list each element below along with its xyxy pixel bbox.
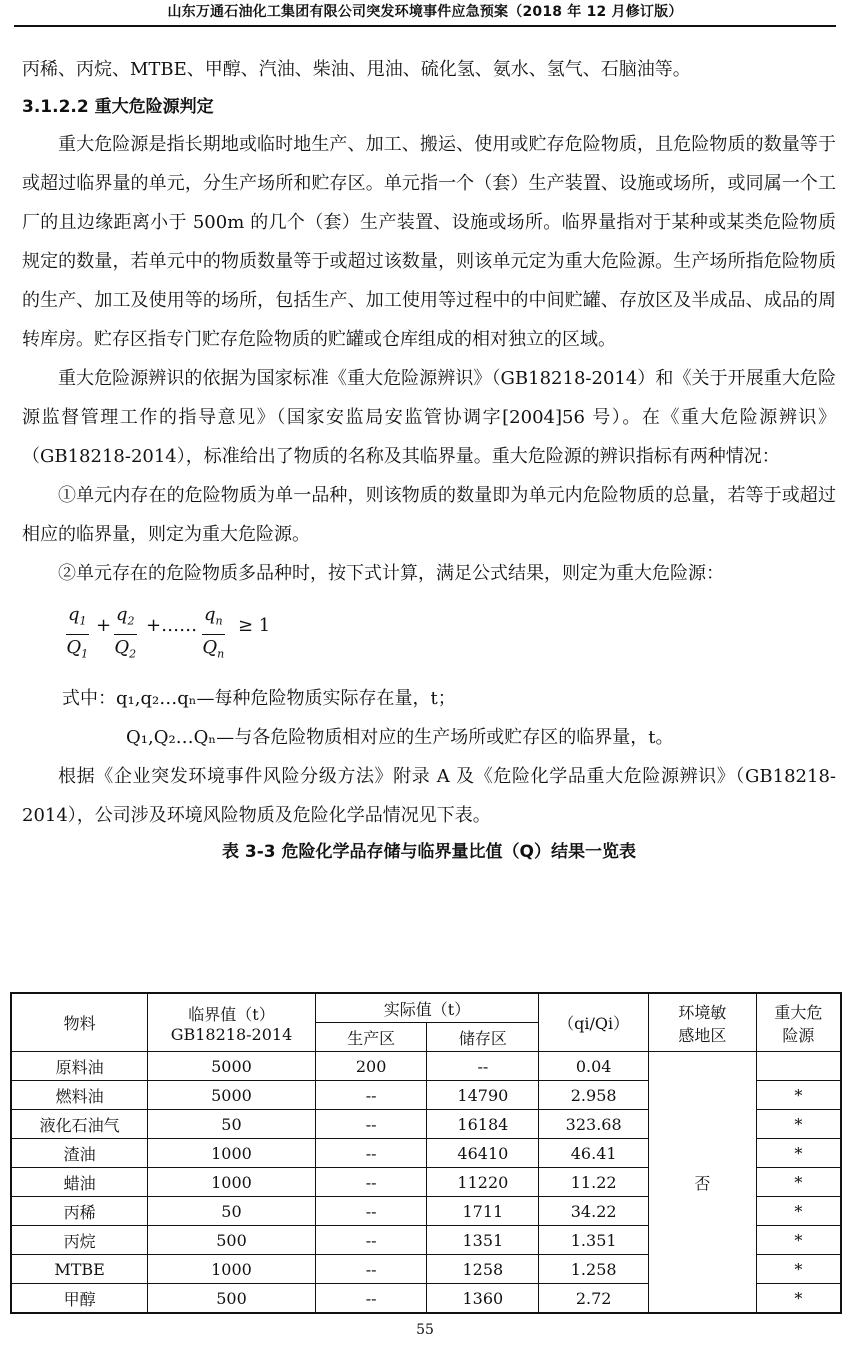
cell-ratio: 2.72	[539, 1284, 649, 1314]
where-q: 式中：q₁,q₂…qₙ—每种危险物质实际存在量，t；	[62, 688, 456, 709]
cell-ratio: 1.258	[539, 1255, 649, 1284]
paragraph-table-intro: 根据《企业突发环境事件风险分级方法》附录 A 及《危险化学品重大危险源辨识》（GB18218-2014），公司涉及环境风险物质及危险化学品情况见下表。	[22, 766, 836, 826]
page-number: 55	[416, 1322, 434, 1338]
cell-material: 丙烷	[11, 1226, 148, 1255]
table-header-row-1	[11, 993, 841, 1023]
cell-production: --	[315, 1139, 427, 1168]
cell-major: *	[756, 1197, 841, 1226]
cell-threshold: 1000	[148, 1255, 316, 1284]
cell-production: --	[315, 1284, 427, 1314]
cell-ratio: 0.04	[539, 1052, 649, 1081]
hazard-table	[10, 992, 842, 1314]
cell-production: --	[315, 1226, 427, 1255]
header-rule	[14, 25, 836, 27]
cell-major: *	[756, 1168, 841, 1197]
cell-storage: --	[427, 1052, 539, 1081]
cell-material: 甲醇	[11, 1284, 148, 1314]
col-ratio: （qi/Qi）	[539, 993, 649, 1052]
col-major: 重大危 险源	[756, 993, 841, 1052]
case-single: ①单元内存在的危险物质为单一品种，则该物质的数量即为单元内危险物质的总量，若等于或超过相应的临界量，则定为重大危险源。	[22, 485, 836, 545]
where-Q: Q₁,Q₂…Qₙ—与各危险物质相对应的生产场所或贮存区的临界量，t。	[126, 727, 674, 748]
col-sensitive: 环境敏 感地区	[649, 993, 757, 1052]
intro-line: 丙稀、丙烷、MTBE、甲醇、汽油、柴油、甩油、硫化氢、氨水、氢气、石脑油等。	[22, 59, 691, 80]
cell-material: 液化石油气	[11, 1110, 148, 1139]
cell-production: --	[315, 1110, 427, 1139]
page-header: 山东万通石油化工集团有限公司突发环境事件应急预案（2018 年 12 月修订版）	[167, 4, 683, 20]
cell-major: *	[756, 1226, 841, 1255]
table-row	[11, 1052, 841, 1081]
cell-storage: 16184	[427, 1110, 539, 1139]
cell-threshold: 500	[148, 1226, 316, 1255]
cell-material: 原料油	[11, 1052, 148, 1081]
cell-ratio: 11.22	[539, 1168, 649, 1197]
cell-material: 蜡油	[11, 1168, 148, 1197]
cell-threshold: 5000	[148, 1052, 316, 1081]
cell-threshold: 50	[148, 1197, 316, 1226]
cell-ratio: 46.41	[539, 1139, 649, 1168]
cell-threshold: 5000	[148, 1081, 316, 1110]
col-storage: 储存区	[427, 1023, 539, 1052]
cell-ratio: 34.22	[539, 1197, 649, 1226]
col-threshold: 临界值（t） GB18218-2014	[148, 993, 316, 1052]
cell-production: --	[315, 1255, 427, 1284]
cell-ratio: 323.68	[539, 1110, 649, 1139]
ge-one: ≥ 1	[238, 615, 271, 636]
cell-material: 燃料油	[11, 1081, 148, 1110]
ellipsis-sum: +……	[146, 615, 198, 636]
cell-ratio: 1.351	[539, 1226, 649, 1255]
cell-material: MTBE	[11, 1255, 148, 1284]
case-multiple: ②单元存在的危险物质多品种时，按下式计算，满足公式结果，则定为重大危险源：	[58, 563, 724, 584]
table-caption: 表 3-3 危险化学品存储与临界量比值（Q）结果一览表	[221, 842, 636, 862]
cell-major: *	[756, 1139, 841, 1168]
cell-major: *	[756, 1284, 841, 1314]
cell-storage: 1258	[427, 1255, 539, 1284]
col-material: 物料	[11, 993, 148, 1052]
paragraph-definition: 重大危险源是指长期地或临时地生产、加工、搬运、使用或贮存危险物质，且危险物质的数量等于或超过临界量的单元，分生产场所和贮存区。单元指一个（套）生产装置、设施或场所，或同属一个工厂的且边缘距离小于 500m 的几个（套）生产装置、设施或场所。临界量指对于某种或某类危险物质规定的数量，若单元中的物质数量等于或超过该数量，则该单元定为重大危险源。生产场所指危险物质的生产、加工及使用等的场所，包括生产、加工使用等过程中的中间贮罐、存放区及半成品、成品的周转库房。贮存区指专门贮存危险物质的贮罐或仓库组成的相对独立的区域。	[22, 134, 836, 350]
cell-storage: 1711	[427, 1197, 539, 1226]
cell-material: 丙稀	[11, 1197, 148, 1226]
cell-storage: 14790	[427, 1081, 539, 1110]
cell-storage: 11220	[427, 1168, 539, 1197]
fraction-2: $\frac{q_2}{Q_2}$	[114, 604, 137, 661]
col-actual: 实际值（t）	[315, 993, 538, 1023]
cell-storage: 46410	[427, 1139, 539, 1168]
cell-ratio: 2.958	[539, 1081, 649, 1110]
cell-sensitive: 否	[649, 1052, 757, 1314]
cell-production: --	[315, 1197, 427, 1226]
cell-material: 渣油	[11, 1139, 148, 1168]
plus-sign: +	[96, 615, 112, 636]
cell-storage: 1360	[427, 1284, 539, 1314]
cell-storage: 1351	[427, 1226, 539, 1255]
page-body	[22, 50, 836, 867]
cell-production: --	[315, 1081, 427, 1110]
col-production: 生产区	[315, 1023, 427, 1052]
formula	[66, 593, 836, 679]
cell-threshold: 50	[148, 1110, 316, 1139]
cell-threshold: 500	[148, 1284, 316, 1314]
cell-major: *	[756, 1110, 841, 1139]
paragraph-basis: 重大危险源辨识的依据为国家标准《重大危险源辨识》（GB18218-2014）和《关于开展重大危险源监督管理工作的指导意见》（国家安监局安监管协调字[2004]56 号）。在《重大危险源辨识》（GB18218-2014），标准给出了物质的名称及其临界量。重大危险源的辨识指标有两种情况：	[22, 368, 836, 467]
cell-production: 200	[315, 1052, 427, 1081]
cell-threshold: 1000	[148, 1168, 316, 1197]
fraction-1: $\frac{q_1}{Q_1}$	[66, 604, 89, 661]
cell-threshold: 1000	[148, 1139, 316, 1168]
fraction-n: $\frac{q_n}{Q_n}$	[202, 604, 225, 661]
cell-major: *	[756, 1255, 841, 1284]
cell-major: *	[756, 1081, 841, 1110]
cell-major	[756, 1052, 841, 1081]
cell-production: --	[315, 1168, 427, 1197]
section-heading: 3.1.2.2 重大危险源判定	[22, 97, 214, 117]
